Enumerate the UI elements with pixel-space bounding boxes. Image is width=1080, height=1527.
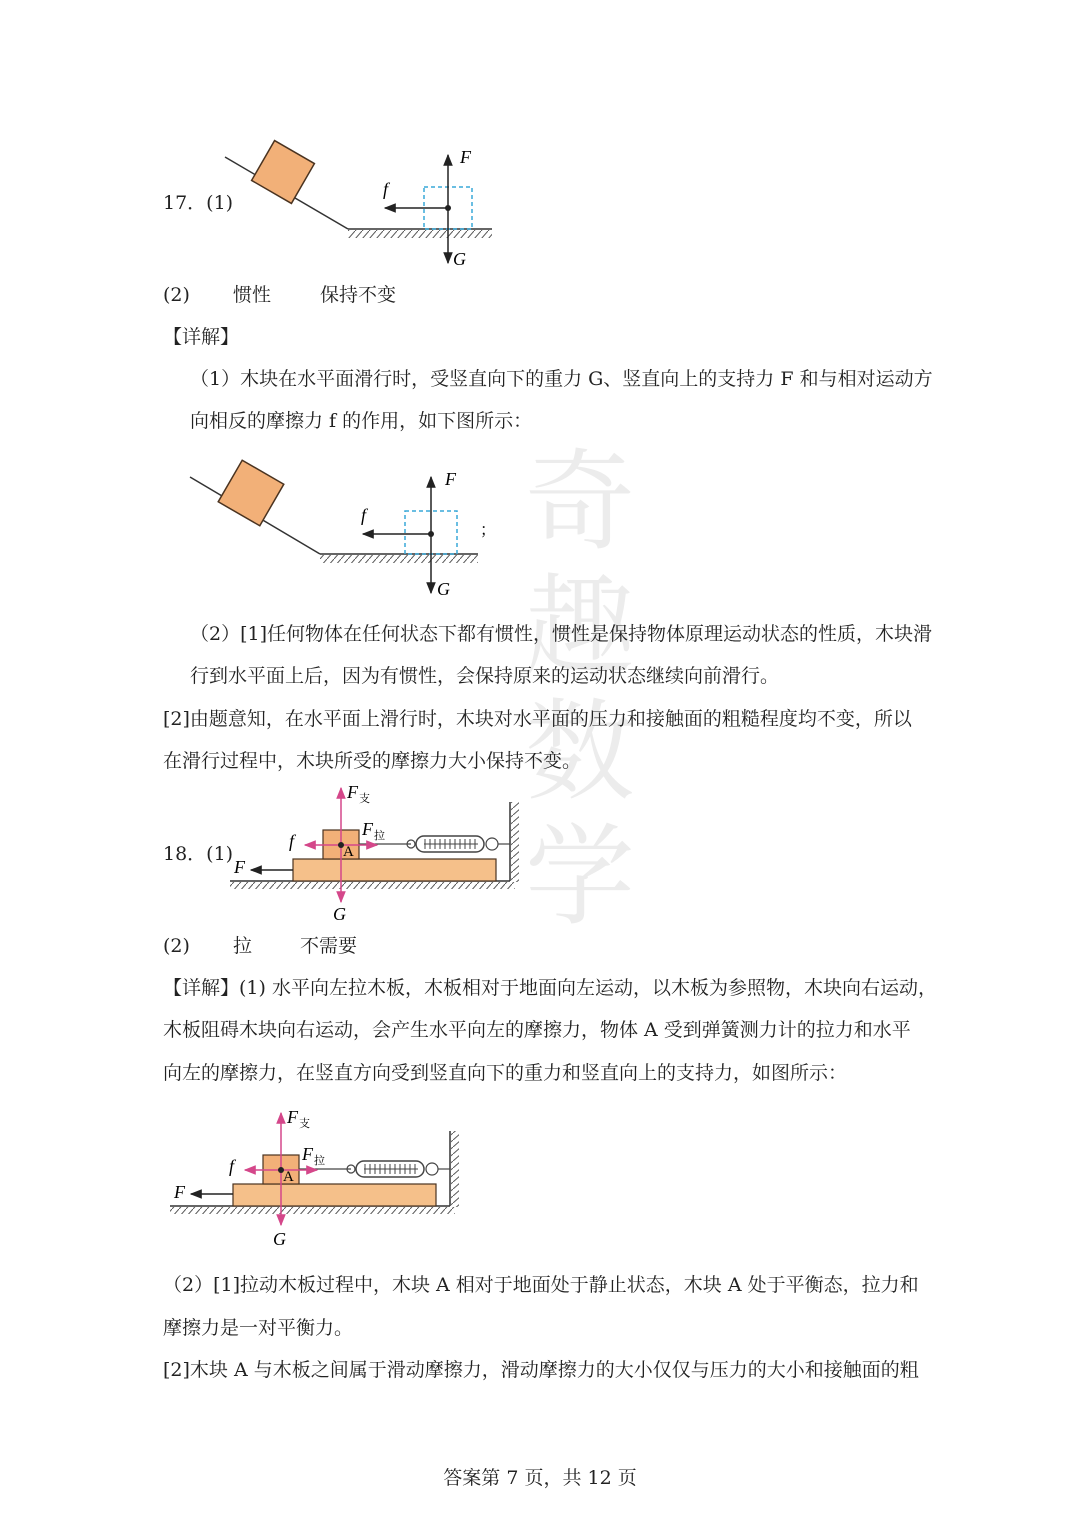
force-sub-pull: 拉 xyxy=(374,830,385,842)
q18-d1-line2: 木板阻碍木块向右运动，会产生水平向左的摩擦力，物体 A 受到弹簧测力计的拉力和水平 xyxy=(163,1019,911,1041)
q17-detail-header: 【详解】 xyxy=(163,326,240,348)
force-label-F-pull: F xyxy=(362,819,373,839)
q18-label: 18．(1) xyxy=(163,843,234,865)
watermark-char: 趣 xyxy=(525,563,635,691)
q17-p2-line1: （2）[1]任何物体在任何状态下都有惯性，惯性是保持物体原理运动状态的性质，木块滑 xyxy=(190,623,933,645)
q18-d2-line1: （2）[1]拉动木板过程中，木块 A 相对于地面处于静止状态，木块 A 处于平衡态，拉力和 xyxy=(163,1274,919,1296)
q17-p1-line2: 向相反的摩擦力 f 的作用，如下图所示： xyxy=(190,410,533,432)
q18-d2-line2: 摩擦力是一对平衡力。 xyxy=(163,1317,354,1339)
force-label-F-support: F xyxy=(287,1107,298,1127)
block-label-A: A xyxy=(343,844,354,860)
q18-d1-line1: 【详解】(1) 水平向左拉木板，木板相对于地面向左运动，以木板为参照物，木块向右运动， xyxy=(163,977,937,999)
force-label-G: G xyxy=(333,904,346,924)
q18-part2-label: (2) xyxy=(163,935,190,957)
q18-figure-2 xyxy=(165,1105,475,1253)
force-label-F-support: F xyxy=(347,782,358,802)
watermark-char: 学 xyxy=(525,813,635,941)
q17-part2-label: (2) xyxy=(163,284,190,306)
force-sub-support: 支 xyxy=(359,793,370,805)
block-label-A: A xyxy=(283,1169,294,1185)
force-sub-pull: 拉 xyxy=(314,1155,325,1167)
watermark-char: 奇 xyxy=(525,438,635,566)
q17-p3-line1: [2]由题意知，在水平面上滑行时，木块对水平面的压力和接触面的粗糙程度均不变，所以 xyxy=(163,708,912,730)
q17-figure-2 xyxy=(180,455,500,605)
q17-p3-line2: 在滑行过程中，木块所受的摩擦力大小保持不变。 xyxy=(163,750,582,772)
force-label-F: F xyxy=(174,1182,185,1202)
force-label-F: F xyxy=(460,147,471,167)
force-label-F: F xyxy=(234,857,245,877)
watermark-char: 数 xyxy=(525,688,635,816)
page-footer: 答案第 7 页，共 12 页 xyxy=(443,1467,637,1489)
q17-p1-line1: （1）木块在水平面滑行时，受竖直向下的重力 G、竖直向上的支持力 F 和与相对运动方 xyxy=(190,368,933,390)
q17-label: 17．(1) xyxy=(163,192,234,214)
q17-figure-1 xyxy=(215,135,505,275)
force-sub-support: 支 xyxy=(299,1118,310,1130)
q18-d1-line3: 向左的摩擦力，在竖直方向受到竖直向下的重力和竖直向上的支持力，如图所示： xyxy=(163,1062,848,1084)
q17-answer-2: 保持不变 xyxy=(320,284,397,306)
q18-answer-1: 拉 xyxy=(233,935,253,957)
force-label-G: G xyxy=(437,579,450,599)
force-label-G: G xyxy=(273,1229,286,1249)
q18-answer-2: 不需要 xyxy=(300,935,358,957)
force-label-F-pull: F xyxy=(302,1144,313,1164)
force-label-f: f xyxy=(229,1156,235,1176)
q18-d3-line1: [2]木块 A 与木板之间属于滑动摩擦力，滑动摩擦力的大小仅仅与压力的大小和接触面的粗 xyxy=(163,1359,919,1381)
force-label-f: f xyxy=(383,179,389,199)
force-label-f: f xyxy=(361,505,367,525)
force-label-G: G xyxy=(453,249,466,269)
q17-answer-1: 惯性 xyxy=(233,284,272,306)
force-label-F: F xyxy=(445,469,456,489)
semicolon: ； xyxy=(480,522,497,539)
q18-figure-1 xyxy=(225,780,535,928)
force-label-f: f xyxy=(289,831,295,851)
q17-p2-line2: 行到水平面上后，因为有惯性，会保持原来的运动状态继续向前滑行。 xyxy=(190,665,780,687)
